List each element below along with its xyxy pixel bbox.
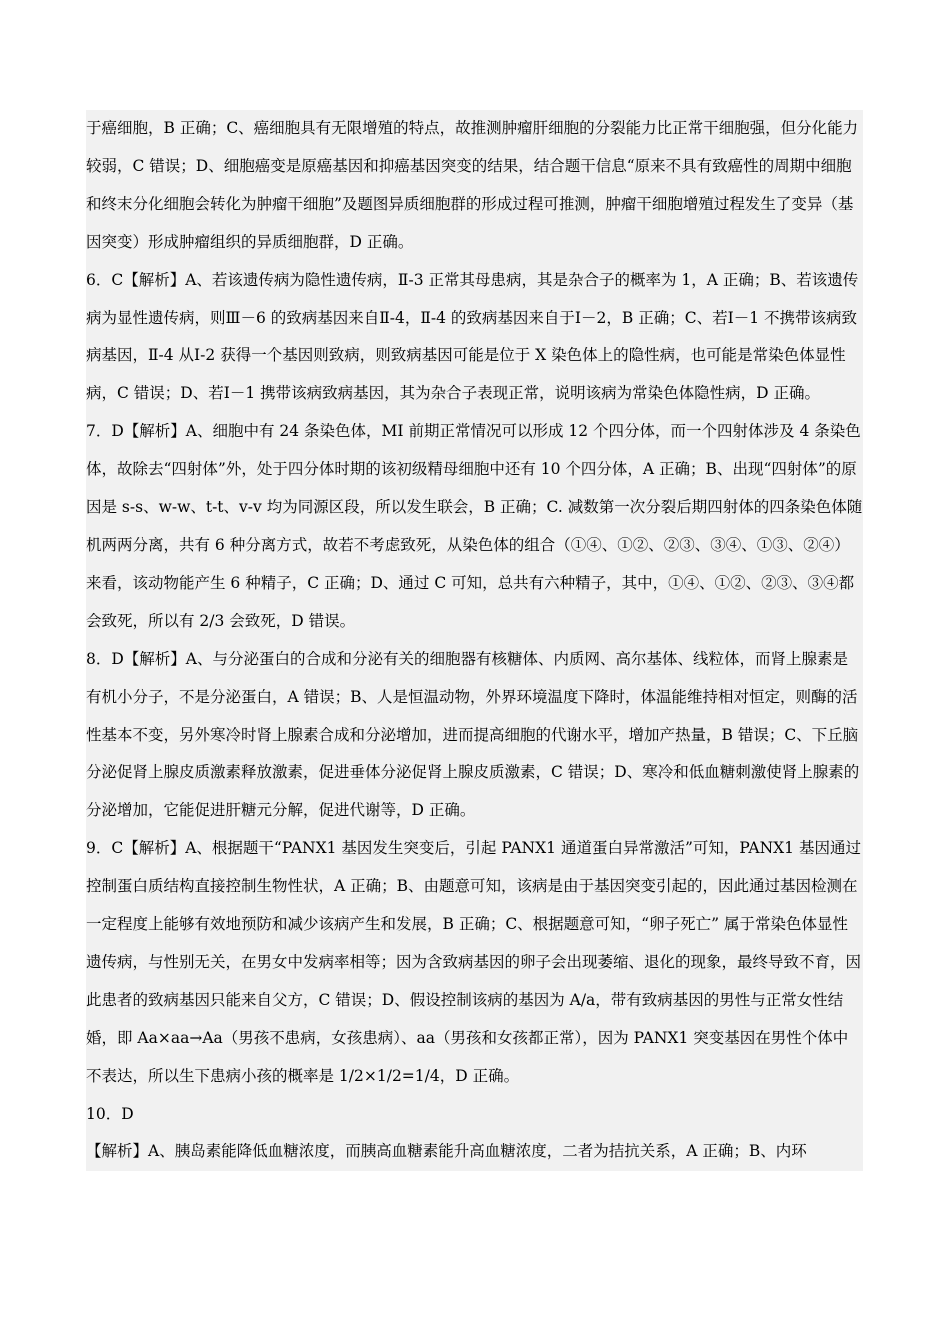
paragraph-q8: 8．D【解析】A、与分泌蛋白的合成和分泌有关的细胞器有核糖体、内质网、高尔基体、线粒体，而肾上腺素是有机小分子，不是分泌蛋白，A 错误；B、人是恒温动物，外界环境温度下降时，体温能维持相对恒定，则酶的活性基本不变，另外寒冷时肾上腺素合成和分泌增加，进而提高细胞的代谢水平，增加产热量，B 错误；C、下丘脑分泌促肾上腺皮质激素释放激素，促进垂体分泌促肾上腺皮质激素，C 错误；D、寒冷和低血糖刺激使肾上腺素的分泌增加，它能促进肝糖元分解，促进代谢等，D 正确。	[86, 649, 860, 820]
paragraph-q10-answer: 10．D	[86, 1104, 134, 1123]
paragraph-q5-continuation: 于癌细胞，B 正确；C、癌细胞具有无限增殖的特点，故推测肿瘤肝细胞的分裂能力比正常干细胞强，但分化能力较弱，C 错误；D、细胞癌变是原癌基因和抑癌基因突变的结果，结合题干信息“原来不具有致癌性的周期中细胞和终末分化细胞会转化为肿瘤干细胞”及题图异质细胞群的形成过程可推测，肿瘤干细胞增殖过程发生了变异（基因突变）形成肿瘤组织的异质细胞群，D 正确。	[86, 119, 859, 251]
paragraph-q10-explanation: 【解析】A、胰岛素能降低血糖浓度，而胰高血糖素能升高血糖浓度，二者为拮抗关系，A 正确；B、内环	[86, 1142, 807, 1161]
paragraph-q9: 9．C【解析】A、根据题干“PANX1 基因发生突变后，引起 PANX1 通道蛋白异常激活”可知，PANX1 基因通过控制蛋白质结构直接控制生物性状，A 正确；B、由题意可知，该病是由于基因突变引起的，因此通过基因检测在一定程度上能够有效地预防和减少该病产生和发展，B 正确；C、根据题意可知，“卵子死亡” 属于常染色体显性遗传病，与性别无关，在男女中发病率相等；因为含致病基因的卵子会出现萎缩、退化的现象，最终导致不育，因此患者的致病基因只能来自父方，C 错误；D、假设控制该病的基因为 A/a，带有致病基因的男性与正常女性结婚，即 Aa×aa→Aa（男孩不患病，女孩患病）、aa（男孩和女孩都正常），因为 PANX1 突变基因在男性个体中不表达，所以生下患病小孩的概率是 1/2×1/2=1/4，D 正确。	[86, 839, 862, 1085]
answer-explanations	[86, 110, 863, 1171]
paragraph-q6: 6．C【解析】A、若该遗传病为隐性遗传病，Ⅱ-3 正常其母患病，其是杂合子的概率为 1，A 正确；B、若该遗传病为显性遗传病，则Ⅲ－6 的致病基因来自Ⅱ-4，Ⅱ-4 的致病基因来自于Ⅰ－2，B 正确；C、若Ⅰ－1 不携带该病致病基因，Ⅱ-4 从Ⅰ-2 获得一个基因则致病，则致病基因可能是位于 X 染色体上的隐性病，也可能是常染色体显性病，C 错误；D、若Ⅰ－1 携带该病致病基因，其为杂合子表现正常，说明该病为常染色体隐性病，D 正确。	[86, 270, 859, 403]
paragraph-q7: 7．D【解析】A、细胞中有 24 条染色体，MI 前期正常情况可以形成 12 个四分体，而一个四射体涉及 4 条染色体，故除去“四射体”外，处于四分体时期的该初级精母细胞中还有 10 个四分体，A 正确；B、出现“四射体”的原因是 s-s、w-w、t-t、v-v 均为同源区段，所以发生联会，B 正确；C. 减数第一次分裂后期四射体的四条染色体随机两两分离，共有 6 种分离方式，故若不考虑致死，从染色体的组合（①④、①②、②③、③④、①③、②④）来看，该动物能产生 6 种精子，C 正确；D、通过 C 可知，总共有六种精子，其中，①④、①②、②③、③④都会致死，所以有 2/3 会致死，D 错误。	[86, 422, 863, 630]
